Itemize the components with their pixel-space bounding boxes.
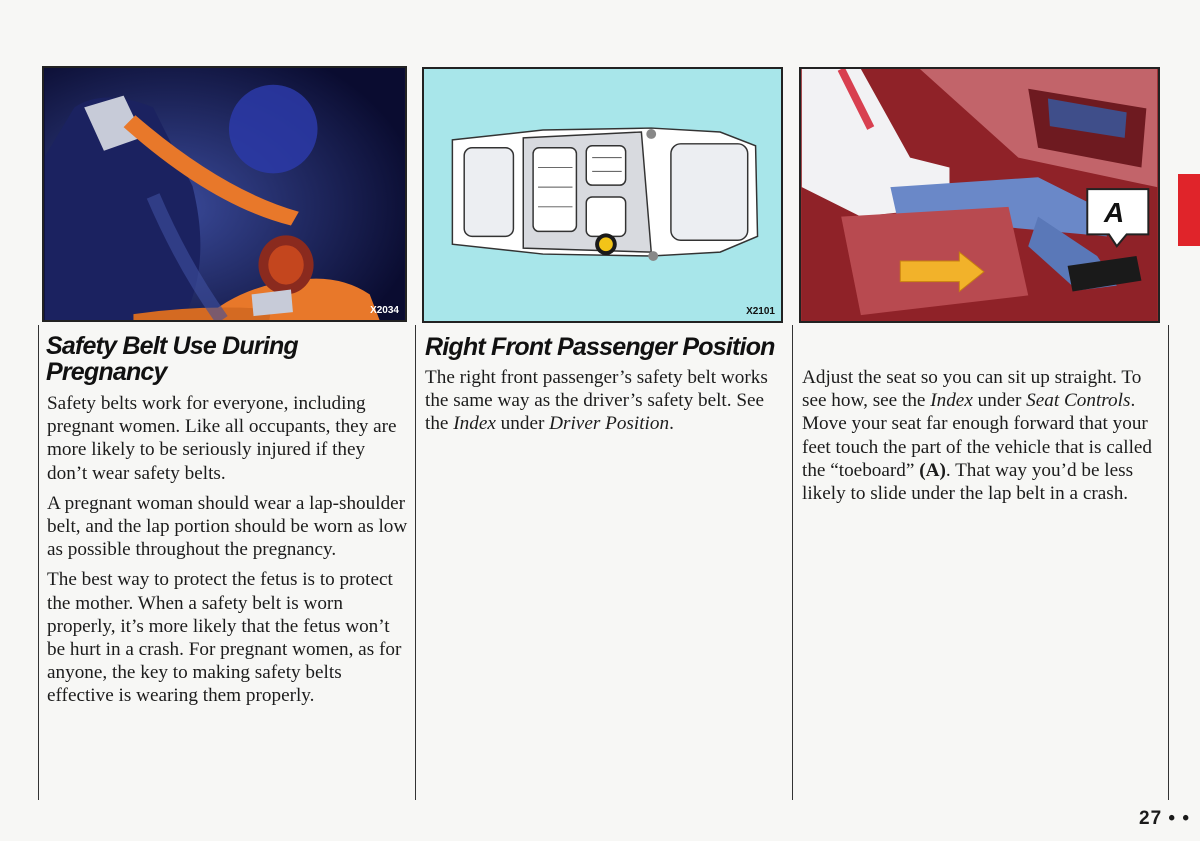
pregnancy-text xyxy=(47,392,409,715)
column-divider-2 xyxy=(415,325,416,800)
seat-controls-reference: Seat Controls xyxy=(1026,390,1131,412)
image-code-x2101: X2101 xyxy=(746,306,775,317)
toeboard-label-a: A xyxy=(1104,197,1125,228)
pregnancy-belt-image xyxy=(42,66,407,322)
column-divider-3 xyxy=(792,325,793,800)
text-run: under xyxy=(495,413,550,435)
passenger-position-heading: Right Front Passenger Position xyxy=(425,333,775,361)
index-reference: Index xyxy=(930,390,973,412)
pregnancy-paragraph-1: Safety belts work for everyone, including pregnant women. Like all occupants, they are more likely to be seriously injured if they don’t wear safety belts. xyxy=(47,393,397,484)
text-run: . xyxy=(669,413,674,435)
passenger-position-text xyxy=(425,366,775,443)
toeboard-image xyxy=(799,67,1160,323)
seat-adjust-paragraph xyxy=(802,366,1158,505)
car-diagram-image xyxy=(422,67,783,323)
text-run: . Move your seat far enough forward that your feet touch the part of the vehicle that is called the “toeboard” xyxy=(802,390,1153,481)
driver-position-reference: Driver Position xyxy=(549,413,670,435)
passenger-position-paragraph xyxy=(425,366,775,436)
pregnancy-paragraph-2: A pregnant woman should wear a lap-shoulder belt, and the lap portion should be worn as low as possible throughout the pregnancy. xyxy=(47,492,408,561)
toeboard-marker: (A) xyxy=(919,459,946,481)
car-top-view-passenger-seat-diagram xyxy=(424,69,781,321)
seat-adjust-text xyxy=(802,366,1158,512)
section-tab xyxy=(1178,174,1200,246)
text-run: The right front passenger’s safety belt works the same way as the driver’s safety belt. See the xyxy=(425,367,768,435)
column-divider-4 xyxy=(1168,325,1169,800)
page-number: 27 • • xyxy=(1139,808,1190,829)
column-divider-1 xyxy=(38,325,39,800)
pregnancy-paragraph-3: The best way to protect the fetus is to protect the mother. When a safety belt is worn properly, it’s more likely that the fetus won’t be hurt in a crash. For pregnant women, as for anyone, the key to making safety belts effective is wearing them properly. xyxy=(47,569,402,707)
text-run: . That way you’d be less likely to slide under the lap belt in a crash. xyxy=(802,459,1134,505)
passenger-feet-on-toeboard-illustration xyxy=(801,69,1158,321)
pregnant-woman-safety-belt-illustration xyxy=(44,68,405,320)
text-run: Adjust the seat so you can sit up straight. To see how, see the xyxy=(802,367,1142,412)
index-reference: Index xyxy=(453,413,496,435)
image-code-x2034: X2034 xyxy=(370,305,399,316)
pregnancy-heading: Safety Belt Use During Pregnancy xyxy=(46,332,298,386)
text-run: under xyxy=(972,390,1027,412)
